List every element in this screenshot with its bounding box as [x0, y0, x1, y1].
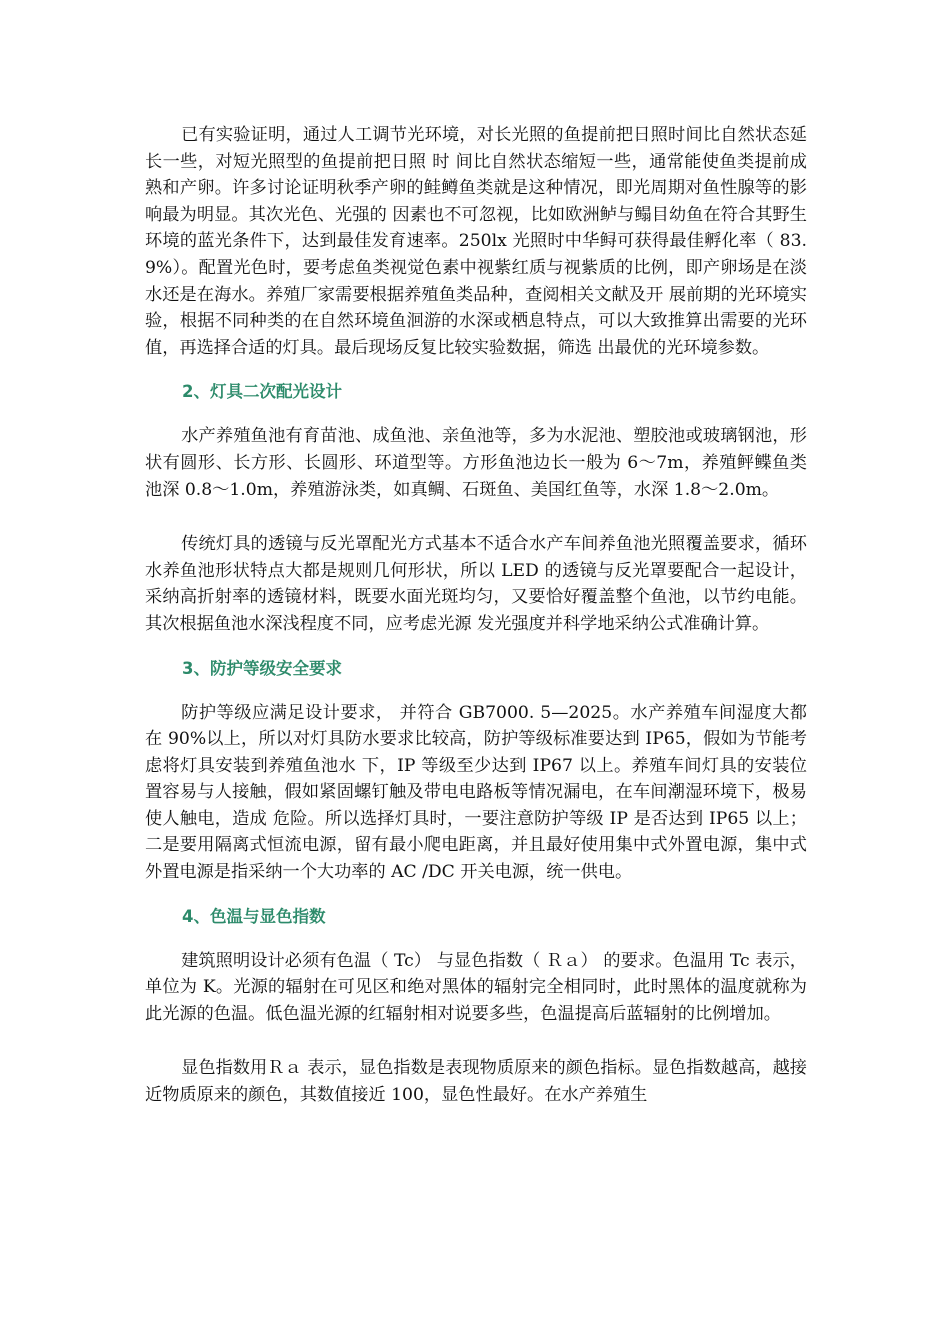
paragraph-light-environment: 已有实验证明，通过人工调节光环境，对长光照的鱼提前把日照时间比自然状态延长一些，对短光照型的鱼提前把日照 时 间比自然状态缩短一些，通常能使鱼类提前成熟和产卵。许多讨论证明秋季产卵的鲑鳟鱼类就是这种情况，即光周期对鱼性腺等的影响最为明显。其次光色、光强的 因素也不可忽视，比如欧洲鲈与鳎目幼鱼在符合其野生环境的蓝光条件下，达到最佳发育速率。250lx 光照时中华鲟可获得最佳孵化率（ 83.9%）。配置光色时，要考虑鱼类视觉色素中视紫红质与视紫质的比例，即产卵场是在淡水还是在海水。养殖厂家需要根据养殖鱼类品种，查阅相关文献及开 展前期的光环境实验，根据不同种类的在自然环境鱼洄游的水深或栖息特点，可以大致推算出需要的光环值，再选择合适的灯具。最后现场反复比较实验数据，筛选 出最优的光环境参数。	[145, 125, 807, 358]
heading-color-temperature: 4、色温与显色指数	[182, 906, 326, 926]
paragraph-lens-reflector: 传统灯具的透镜与反光罩配光方式基本不适合水产车间养鱼池光照覆盖要求，循环水养鱼池形状特点大都是规则几何形状，所以 LED 的透镜与反光罩要配合一起设计，采纳高折射率的透镜材料，既要水面光斑均匀，又要恰好覆盖整个鱼池，以节约电能。其次根据鱼池水深浅程度不同，应考虑光源 发光强度并科学地采纳公式准确计算。	[145, 534, 807, 634]
paragraph-color-temperature: 建筑照明设计必须有色温（ Tc） 与显色指数（ Ｒａ） 的要求。色温用 Tc 表示，单位为 K。光源的辐射在可见区和绝对黑体的辐射完全相同时，此时黑体的温度就称为此光源的色温。低色温光源的红辐射相对说要多些，色温提高后蓝辐射的比例增加。	[145, 950, 807, 1024]
paragraph-color-rendering-index: 显色指数用Ｒａ 表示，显色指数是表现物质原来的颜色指标。显色指数越高，越接近物质原来的颜色，其数值接近 100，显色性最好。在水产养殖生	[145, 1058, 807, 1106]
document-page	[145, 122, 807, 1109]
paragraph-protection-requirements: 防护等级应满足设计要求， 并符合 GB7000. 5—2025。水产养殖车间湿度大都在 90%以上，所以对灯具防水要求比较高，防护等级标准要达到 IP65，假如为节能考虑将灯具安装到养殖鱼池水 下，IP 等级至少达到 IP67 以上。养殖车间灯具的安装位置容易与人接触，假如紧固螺钉触及带电电路板等情况漏电，在车间潮湿环境下，极易使人触电，造成 危险。所以选择灯具时，一要注意防护等级 IP 是否达到 IP65 以上； 二是要用隔离式恒流电源，留有最小爬电距离，并且最好使用集中式外置电源，集中式外置电源是指采纳一个大功率的 AC /DC 开关电源，统一供电。	[145, 702, 807, 883]
heading-protection-level: 3、防护等级安全要求	[182, 658, 342, 678]
paragraph-fish-ponds: 水产养殖鱼池有育苗池、成鱼池、亲鱼池等，多为水泥池、塑胶池或玻璃钢池，形状有圆形、长方形、长圆形、环道型等。方形鱼池边长一般为 6～7m，养殖鲆鲽鱼类池深 0.8～1.0m，养殖游泳类，如真鲷、石斑鱼、美国红鱼等，水深 1.8～2.0m。	[145, 426, 807, 500]
heading-secondary-light-distribution: 2、灯具二次配光设计	[182, 382, 342, 402]
